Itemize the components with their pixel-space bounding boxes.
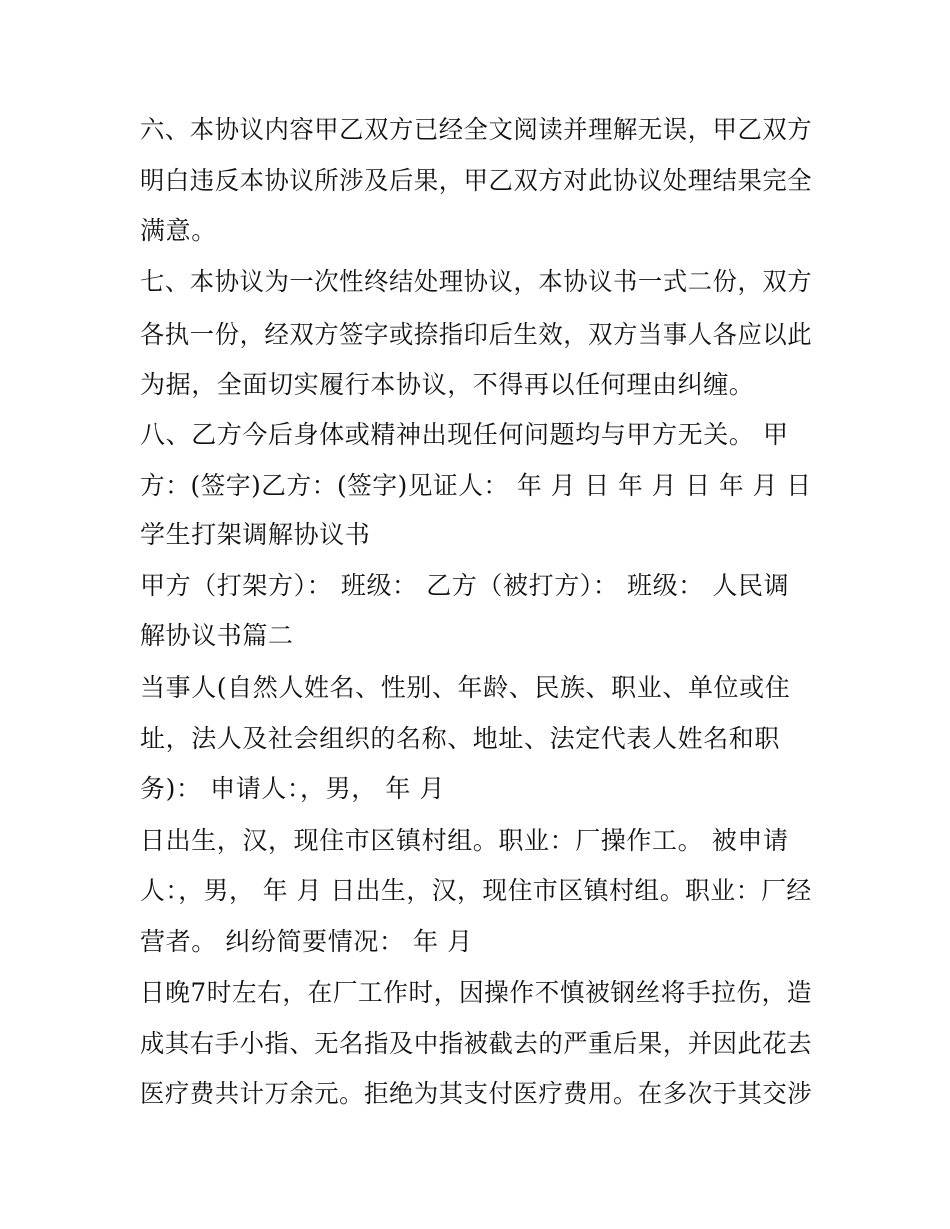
text-line: 为据，全面切实履行本协议，不得再以任何理由纠缠。 [140,370,755,399]
text-line: 明白违反本协议所涉及后果，甲乙双方对此协议处理结果完全 [140,166,813,195]
text-line: 六、本协议内容甲乙双方已经全文阅读并理解无误，甲乙双方 [140,115,813,144]
text-line: 满意。 [140,216,217,245]
text-line: 各执一份，经双方签字或捺指印后生效，双方当事人各应以此 [140,320,813,349]
text-line: 日晚7时左右，在厂工作时，因操作不慎被钢丝将手拉伤，造 [140,978,813,1007]
text-line: 解协议书篇二 [140,621,294,650]
text-line: 七、本协议为一次性终结处理协议，本协议书一式二份，双方 [140,267,813,296]
text-line: 方：(签字)乙方：(签字)见证人： 年 月 日 年 月 日 年 月 日 [140,471,812,500]
text-line: 医疗费共计万余元。拒绝为其支付医疗费用。在多次于其交涉 [140,1079,813,1108]
text-line: 学生打架调解协议书 [140,520,371,549]
text-line: 日出生，汉，现住市区镇村组。职业：厂操作工。 被申请 [140,826,789,855]
text-line: 址，法人及社会组织的名称、地址、法定代表人姓名和职 [140,724,781,753]
text-line: 人：，男， 年 月 日出生，汉，现住市区镇村组。职业：厂经 [140,876,812,905]
text-line: 成其右手小指、无名指及中指被截去的严重后果，并因此花去 [140,1029,813,1058]
text-line: 甲方（打架方）： 班级： 乙方（被打方）： 班级： 人民调 [140,571,790,600]
text-line: 当事人(自然人姓名、性别、年龄、民族、职业、单位或住 [140,673,791,702]
text-line: 务)： 申请人：，男， 年 月 [140,774,446,803]
text-line: 八、乙方今后身体或精神出现任何问题均与甲方无关。 甲 [140,420,789,449]
text-line: 营者。 纠纷简要情况： 年 月 [140,927,473,956]
